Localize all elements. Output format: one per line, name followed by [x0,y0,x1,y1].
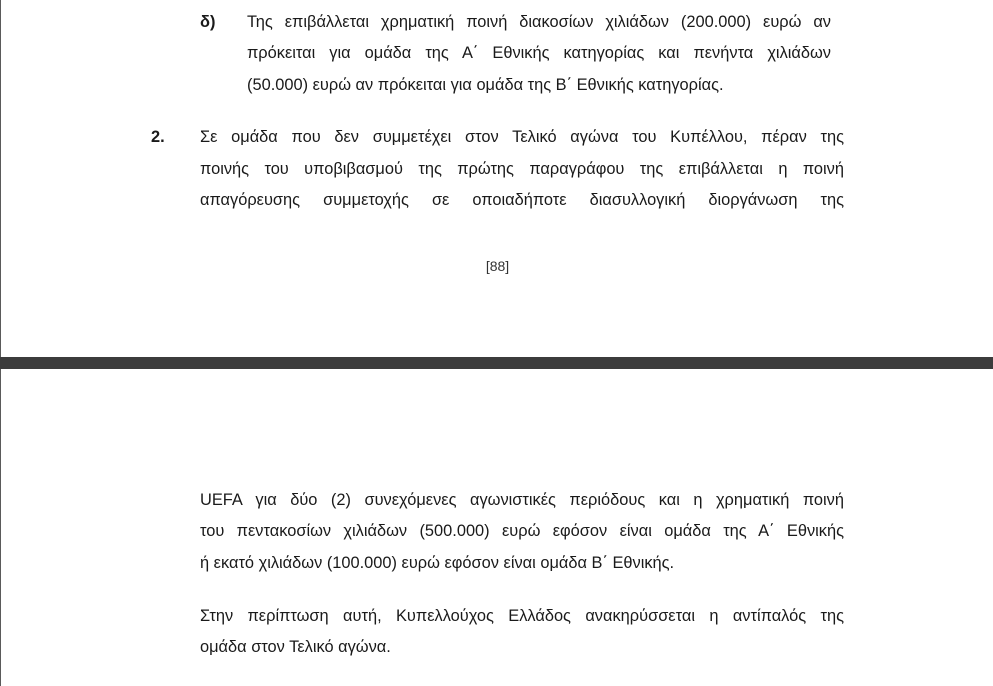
item-2-line-2: ποινής του υποβιβασμού της πρώτης παραγράφου της επιβάλλεται η ποινή [200,160,844,178]
item-2-label: 2. [151,128,165,146]
para-1-line-1: UEFA για δύο (2) συνεχόμενες αγωνιστικές περιόδους και η χρηματική ποινή [200,491,844,509]
para-2-line-1: Στην περίπτωση αυτή, Κυπελλούχος Ελλάδος ανακηρύσσεται η αντίπαλός της [200,607,844,625]
para-1-line-2: του πεντακοσίων χιλιάδων (500.000) ευρώ εφόσον είναι ομάδα της Α΄ Εθνικής [200,522,844,540]
para-2-line-2: ομάδα στον Τελικό αγώνα. [200,638,391,656]
item-d-label: δ) [200,13,216,31]
para-1-line-3: ή εκατό χιλιάδων (100.000) ευρώ εφόσον είναι ομάδα Β΄ Εθνικής. [200,554,675,572]
item-d-line-2: πρόκειται για ομάδα της Α΄ Εθνικής κατηγορίας και πενήντα χιλιάδων [247,44,831,62]
item-2-line-1: Σε ομάδα που δεν συμμετέχει στον Τελικό αγώνα του Κυπέλλου, πέραν της [200,128,844,146]
page-number: [88] [485,258,510,274]
item-2-line-3: απαγόρευσης συμμετοχής σε οποιαδήποτε διασυλλογική διοργάνωση της [200,191,844,209]
page-separator [0,357,993,369]
document-page-bottom [0,369,993,686]
item-d-line-3: (50.000) ευρώ αν πρόκειται για ομάδα της Β΄ Εθνικής κατηγορίας. [247,76,724,94]
item-d-line-1: Της επιβάλλεται χρηματική ποινή διακοσίων χιλιάδων (200.000) ευρώ αν [247,13,831,31]
